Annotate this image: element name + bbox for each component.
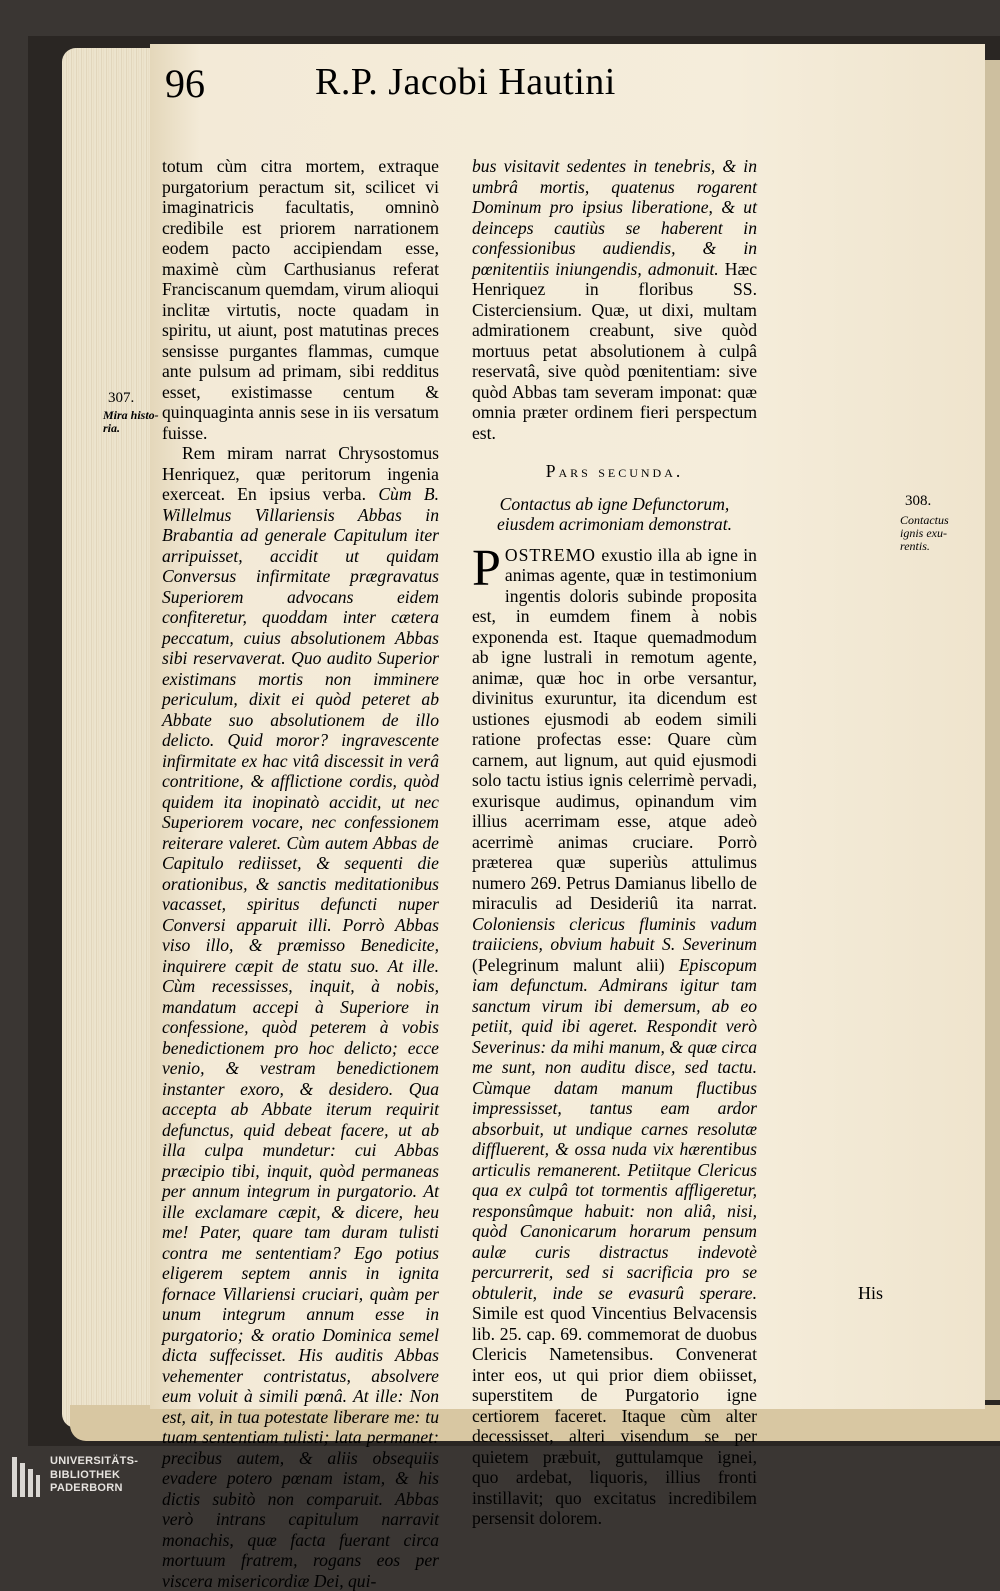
paragraph-right-1-text: Hæc Henriquez in floribus SS. Cisterciensium. Quæ, ut dixi, multam admirationem creabunt, sive quòd mortuus petat absolutionem à culpâ reservatâ, sive quòd pœnitentiam: sive quòd Abbas tam severam imponat: quæ omnia præter ordinem fieri perspectum est. [472,258,757,443]
right-column [472,156,757,1529]
margin-note-307: Mira histo-ria. [103,408,159,435]
library-logo-line-1: UNIVERSITÄTS- [50,1455,139,1467]
left-column [162,156,439,1591]
paragraph-right-2-paren: (Pelegrinum malunt alii) [472,954,665,975]
library-logo [8,1455,148,1500]
running-title: R.P. Jacobi Hautini [315,61,616,103]
right-page-edge [985,60,1000,1400]
paragraph-left-1: totum cùm citra mortem, extraque purgatorium peractum sit, scilicet vi imaginatricis facultatis, omninò credibile est priorem narrationem eodem pacto accipiendam esse, maximè cùm Carthusianus referat Franciscanum quemdam, virum alioqui inclitæ virtutis, nocte quadam in spiritu, ut aiunt, post matutinas preces sensisse purgantes flammas, cumque ante pulsum ad primam, sibi redditus esset, existimasse centum & quinquaginta annis sese in iis versatum fuisse. [162,156,439,443]
margin-note-308: Contactus ignis exu-rentis. [900,513,949,553]
paragraph-right-2 [472,539,757,1529]
paragraph-left-2-quote: Cùm B. Willelmus Villariensis Abbas in Brabantia ad generale Capitulum iter arripuisset, accidit ut quidam Conversus infirmitate prægravatus Superiorem advocans eidem confiteretur, quoddam inter cætera peccatum, cuius absolutionem Abbas sibi reservaverat. Quo audito Superior existimans mortis non imminere periculum, dixit ei quòd peteret ab Abbate suo absolutionem de illo delicto. Quid moror? ingravescente infirmitate ex hac vitâ discessit in verâ contritione, & afflictione cordis, quòd quidem ita inopinatò accidit, ut nec Superiorem vocare, nec confessionem reiterare valeret. Cùm autem Abbas de Capitulo rediisset, & sequenti die orationibus, & sanctis meditationibus vacasset, spiritus defuncti nuper Conversi apparuit illi. Porrò Abbas viso illo, & præmisso Benedicite, inquirere cæpit de statu suo. At ille. Cùm recessisses, inquit, à nobis, mandatum accepi à Superiore in confessione, quòd peterem à vobis benedictionem pro hoc delicto; ecce venio, & vestram benedictionem instanter exoro, & desidero. Qua accepta ab Abbate iterum requirit defunctus, quid debeat facere, ut ab illa culpa mundetur: cui Abbas præcipio tibi, inquit, quòd permaneas per annum integrum in purgatorio. At ille exclamare cæpit, & dicere, heu me! Pater, quare tam duram tulisti contra me sententiam? Ego potius eligerem septem annis in ignita fornace Villariensi cruciari, quàm per unum integrum annum esse in purgatorio; & oratio Dominica semel dicta suffecisset. His auditis Abbas vehementer contristatus, absolvere eum voluit à simili pœnâ. At ille: Non est, ait, in tua potestate liberare me: tu tuam sententiam tulisti; lata permanet: precibus autem, & aliis obsequiis evadere potero pœnam istam, & his dictis subitò non comparuit. Abbas verò intrans capitulum narravit monachis, quæ facta fuerant circa mortuum fratrem, rogans eos per viscera misericordiæ Dei, qui- [162,484,440,1591]
margin-number-307: 307. [108,390,135,406]
library-logo-icon [12,1457,40,1497]
page-header [165,60,805,110]
paragraph-right-2-quote-2: Episcopum iam defunctum. Admirans igitur tam sanctum virum ibi demersum, ab eo petiit, quid ibi ageret. Respondit verò Severinus: da mihi manum, & quæ circa me sunt, non auditu disce, sed tactu. Cùmque datam manum fluctibus impressisset, tantus eam ardor absorbuit, ut undique carnes resolutæ diffluerent, & ossa nuda vix hærentibus articulis remanerent. Petiitque Clericus qua ex culpâ tot tormentis affligeretur, responsûmque habuit: non aliâ, nisi, quòd Canonicarum horarum pensum aulæ curis distractus indevotè percurrerit, sed si sacrificia pro se obtulerit, inde se evasurû sperare. [472,954,757,1303]
paragraph-right-2-text: exustio illa ab igne in animas agente, quæ in testimonium ingentis doloris subinde proposita est, in eumdem finem à nobis exponenda est. Itaque quemadmodum ab igne lustrali in remotum agente, animæ, quæ hoc in orbe versantur, divinitus exuruntur, ita dicendum est ustiones ejusmodi ab eodem simili ratione profectas esse: Quare cùm carnem, aut lignum, aut quid ejusmodi solo tactu istius ignis celerrimè pervadi, exurisque audimus, opinandum vim illius acerrimam esse, atque adeò acerrimè animas cruciare. Porrò præterea quæ superiùs attulimus numero 269. Petrus Damianus libello de miraculis ad Desideriû ita narrat. [472,544,757,913]
paragraph-right-1-quote: bus visitavit sedentes in tenebris, & in umbrâ mortis, quatenus rogarent Dominum pro ipsius liberatione, & ut deinceps cautiùs se haberent in confessionibus audiendis, & in pœnitentiis iniungendis, admonuit. [472,156,757,279]
section-subheading: Contactus ab igne Defunctorum, eiusdem acrimoniam demonstrat. [496,493,733,534]
page-number: 96 [165,61,205,106]
paragraph-right-1 [472,156,757,443]
library-logo-line-3: PADERBORN [50,1482,123,1494]
library-logo-line-2: BIBLIOTHEK [50,1468,121,1481]
catchword: His [858,1283,884,1303]
drop-cap: P [472,539,501,597]
library-logo-text [50,1455,138,1496]
margin-number-308: 308. [905,493,932,509]
paragraph-left-2 [162,443,439,1591]
section-heading: Pars secunda. [545,461,684,481]
paragraph-right-2-lead: OSTREMO [504,544,596,565]
paragraph-right-2-end: Simile est quod Vincentius Belvacensis lib. 25. cap. 69. commemorat de duobus Clericis Nametensibus. Convenerat inter eos, ut qui prior diem obiisset, superstitem de Purgatorio igne certiorem faceret. Itaque cùm alter decessisset, alteri visendum se per quietem præbuit, guttulamque ignei, quo ardebat, liquoris, illius fronti instillavit; quo excitatus incredibilem persensit dolorem. [472,1303,757,1528]
paragraph-left-2-intro: Rem miram narrat Chrysostomus Henriquez, quæ peritorum ingenia exerceat. En ipsius verba. [162,443,439,504]
paragraph-right-2-quote: Coloniensis clericus fluminis vadum traiiciens, obvium habuit S. Severinum [472,913,757,954]
